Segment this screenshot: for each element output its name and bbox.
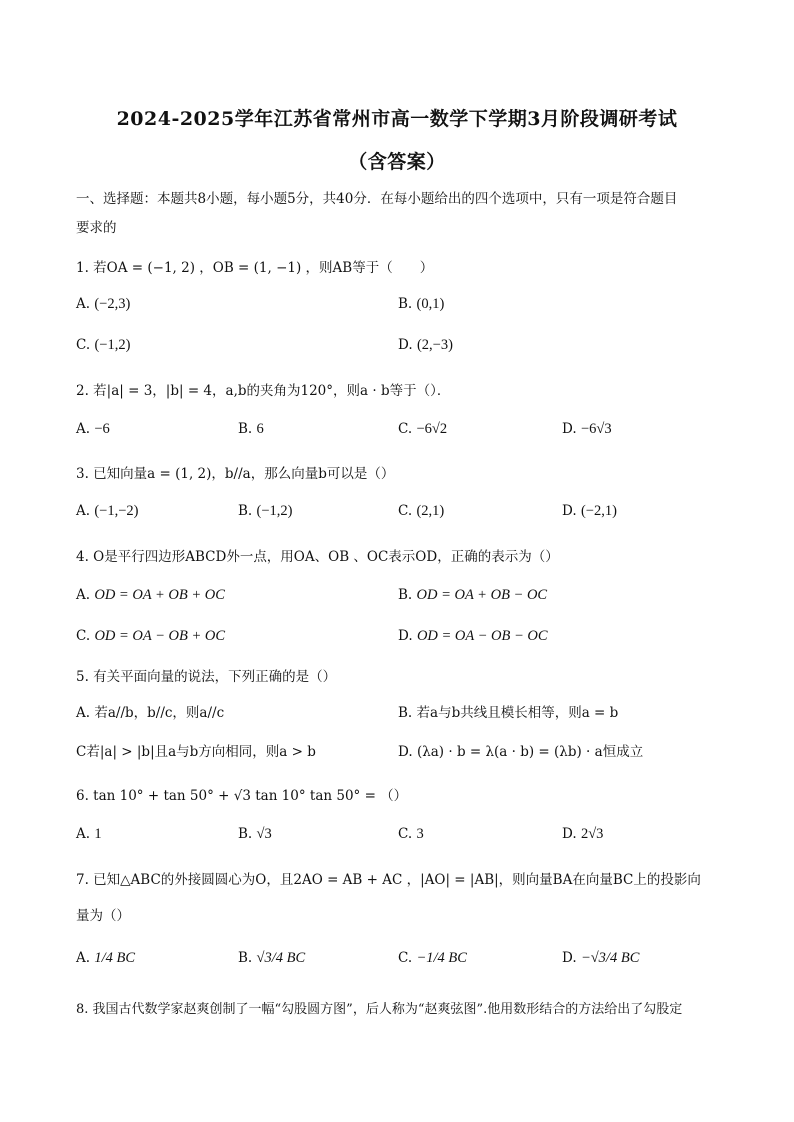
question-3-option-c[interactable] [398,503,444,520]
option-label: A. [76,296,91,312]
option-label: A. [76,503,91,519]
option-label: C. [398,421,413,437]
option-label: D. [562,826,577,842]
option-text: 若a与b共线且模长相等，则a = b [416,705,619,721]
option-text: −6√3 [580,421,612,437]
section-heading: 一、选择题：本题共8小题，每小题5分，共40分．在每小题给出的四个选项中，只有一项是符合题目 [76,191,678,207]
option-text: 若|a| > |b|且a与b方向相同，则a > b [86,744,316,760]
option-text: (−2,1) [580,503,617,519]
option-label: C [76,744,87,760]
question-6-option-b[interactable] [238,826,272,843]
question-7-option-d[interactable] [562,950,639,967]
question-3-option-d[interactable] [562,503,617,520]
question-3-stem: 3. 已知向量a = (1, 2)，b//a，那么向量b可以是（） [76,466,395,482]
question-6-option-c[interactable] [398,826,424,843]
option-label: B. [238,503,253,519]
option-label: B. [238,826,253,842]
question-1-option-b[interactable] [398,296,444,313]
option-text: √3 [256,826,272,842]
question-1-stem: 1. 若OA = (−1, 2) ，OB = (1, −1) ，则AB等于（ ） [76,260,434,276]
question-8-stem: 8. 我国古代数学家赵爽创制了一幅“勾股圆方图”，后人称为“赵爽弦图”.他用数形结合的方法给出了勾股定 [76,1002,683,1017]
option-text: OD = OA + OB − OC [416,587,548,603]
question-7-stem: 7. 已知△ABC的外接圆圆心为O，且2AO = AB + AC ，|AO| = |AB|，则向量BA在向量BC上的投影向 [76,872,701,888]
option-text: OD = OA − OB + OC [94,628,226,644]
question-1-option-d[interactable] [398,337,453,354]
option-text: (−1,−2) [94,503,139,519]
option-label: C. [76,628,91,644]
question-1-option-a[interactable] [76,296,130,313]
option-text: (−1,2) [94,337,131,353]
option-text: OD = OA − OB − OC [416,628,548,644]
option-label: C. [398,950,413,966]
question-2-option-b[interactable] [238,421,264,438]
question-3-option-b[interactable] [238,503,292,520]
question-4-option-d[interactable] [398,628,548,645]
question-5-option-d[interactable] [398,740,643,760]
question-4-stem: 4. O是平行四边形ABCD外一点，用OA、OB 、OC表示OD，正确的表示为（） [76,549,559,565]
option-text: −√3/4 BC [580,950,640,966]
option-text: 1 [94,826,102,842]
question-2-option-a[interactable] [76,421,110,438]
option-label: A. [76,950,91,966]
option-label: B. [398,296,413,312]
option-text: (λa) · b = λ(a · b) = (λb) · a恒成立 [416,744,644,760]
question-4-option-b[interactable] [398,587,547,604]
question-2-option-c[interactable] [398,421,447,438]
option-text: (−1,2) [256,503,293,519]
option-label: D. [398,337,413,353]
option-label: D. [398,744,413,760]
question-3-option-a[interactable] [76,503,138,520]
question-5-stem: 5. 有关平面向量的说法，下列正确的是（） [76,669,337,685]
question-4-option-a[interactable] [76,587,225,604]
question-2-stem: 2. 若|a| = 3，|b| = 4，a,b的夹角为120°，则a · b等于（）． [76,383,451,399]
option-label: A. [76,705,91,721]
option-text: −1/4 BC [416,950,467,966]
question-4-option-c[interactable] [76,628,225,645]
question-7-stem-continued: 量为（） [76,908,130,924]
option-label: D. [562,950,577,966]
document-title: 2024-2025学年江苏省常州市高一数学下学期3月阶段调研考试 [116,108,678,130]
option-text: OD = OA + OB + OC [94,587,225,603]
option-label: B. [238,950,253,966]
option-label: C. [398,503,413,519]
question-6-option-d[interactable] [562,826,603,843]
option-label: A. [76,587,91,603]
question-5-option-b[interactable] [398,701,618,721]
option-label: C. [76,337,91,353]
option-text: 3 [416,826,424,842]
question-7-option-c[interactable] [398,950,467,967]
option-text: 6 [256,421,264,437]
option-text: 2√3 [580,826,604,842]
option-text: 1/4 BC [94,950,136,966]
question-1-option-c[interactable] [76,337,130,354]
document-subtitle: （含答案） [348,151,446,173]
section-heading-continued: 要求的 [76,220,117,236]
option-label: B. [398,705,413,721]
question-5-option-c[interactable] [76,740,316,760]
option-text: (0,1) [416,296,445,312]
question-7-option-b[interactable] [238,950,305,967]
question-6-stem: 6. tan 10° + tan 50° + √3 tan 10° tan 50° = （） [76,788,408,804]
option-text: −6 [94,421,110,437]
option-label: B. [238,421,253,437]
option-label: A. [76,826,91,842]
option-label: C. [398,826,413,842]
question-6-option-a[interactable] [76,826,102,843]
option-text: (−2,3) [94,296,131,312]
option-label: A. [76,421,91,437]
option-label: D. [562,421,577,437]
question-5-option-a[interactable] [76,701,224,721]
option-label: D. [398,628,413,644]
option-label: D. [562,503,577,519]
option-text: √3/4 BC [256,950,306,966]
question-2-option-d[interactable] [562,421,612,438]
option-label: B. [398,587,413,603]
question-7-option-a[interactable] [76,950,135,967]
option-text: 若a//b，b//c，则a//c [94,705,225,721]
option-text: (2,1) [416,503,445,519]
option-text: (2,−3) [416,337,453,353]
option-text: −6√2 [416,421,448,437]
